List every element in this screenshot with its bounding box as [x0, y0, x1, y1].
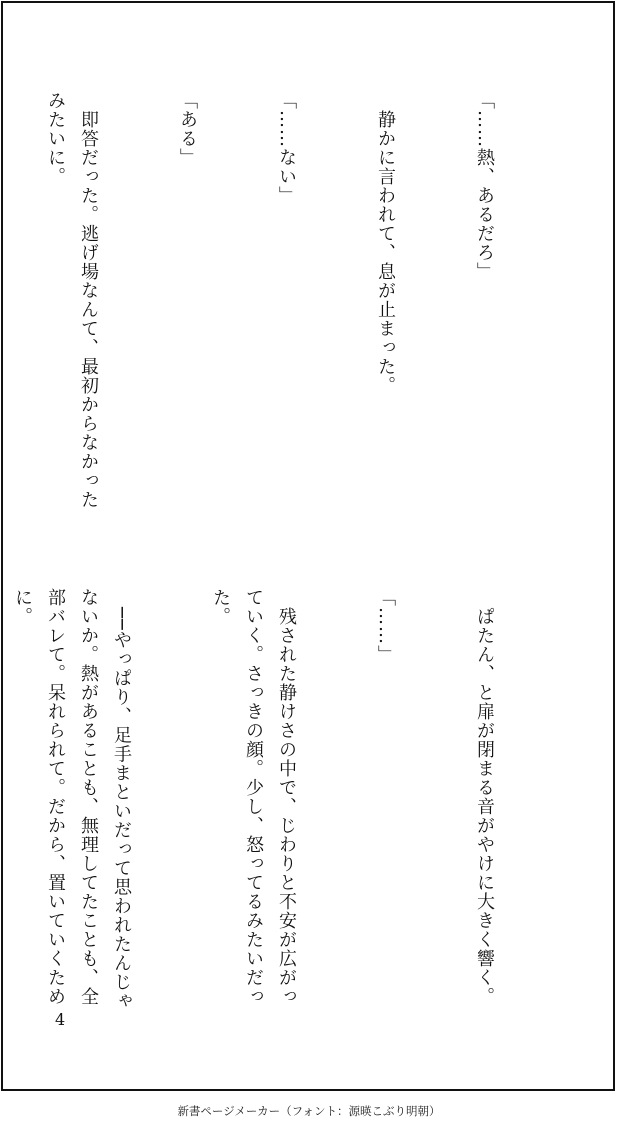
- paragraph: 「……熱、あるだろ」: [474, 91, 495, 281]
- page-number: 4: [55, 1010, 66, 1029]
- paragraph: 静かに言われて、息が止まった。: [375, 91, 396, 395]
- upper-text-block: [42, 91, 567, 521]
- paragraph: 即答だった。逃げ場なんて、最初からなかったみたいに。: [45, 91, 99, 509]
- paragraph: 残された静けさの中で、じわりと不安が広がっていく。さっきの顔。少し、怒ってるみたいだった。: [210, 588, 297, 1006]
- paragraph: 「ある」: [177, 91, 198, 167]
- paragraph: ぱたん、と扉が閉まる音がやけに大きく響く。: [474, 588, 495, 1006]
- footer-credit: 新書ページメーカー（フォント：源暎こぶり明朝）: [177, 1104, 441, 1118]
- lower-text-block: [12, 588, 567, 1018]
- page-frame: [1, 1, 615, 1091]
- paragraph: ──やっぱり、足手まといだって思われたんじゃないか。熱があることも、無理してたことも、全部バレて。呆れられて。だから、置いていくために。: [12, 588, 132, 1011]
- paragraph: 「……」: [375, 588, 396, 664]
- paragraph: 「……ない」: [276, 91, 297, 205]
